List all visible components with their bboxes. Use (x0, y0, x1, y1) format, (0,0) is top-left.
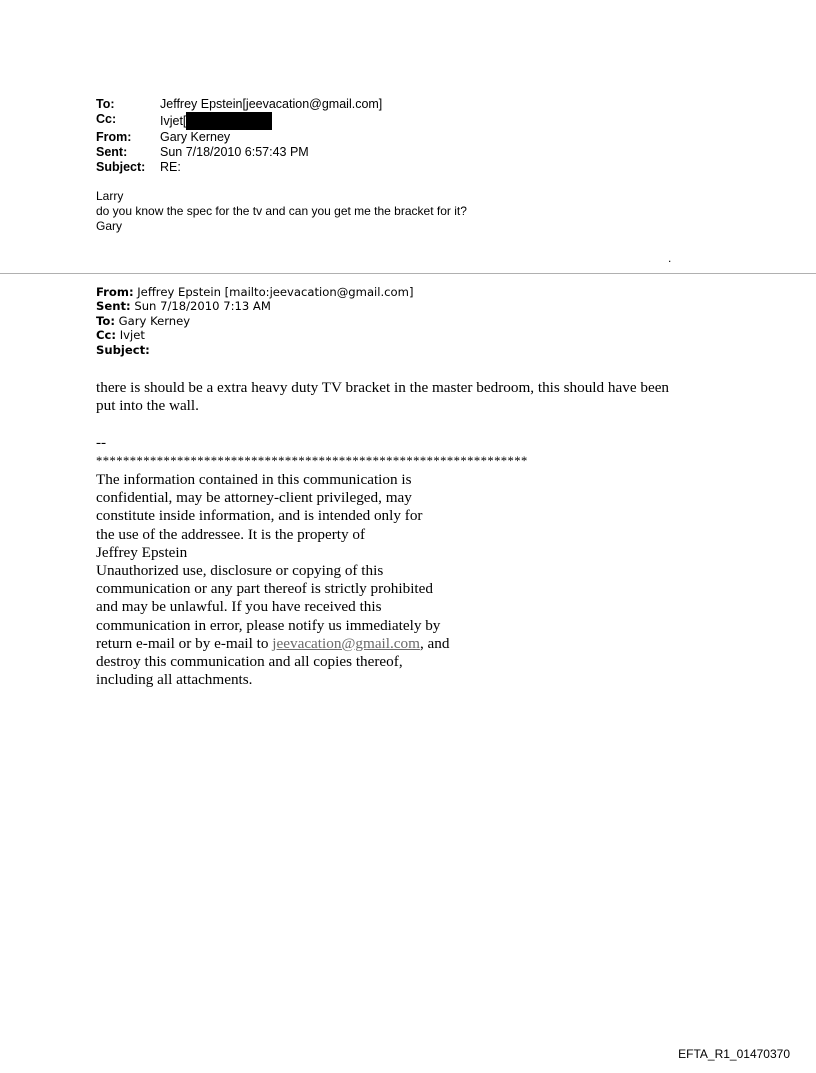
document-id: EFTA_R1_01470370 (678, 1047, 790, 1061)
reply-body-line: Gary (96, 219, 123, 233)
orig-to-value: Gary Kerney (118, 313, 191, 328)
cc-value: Ivjet[ (160, 114, 187, 128)
original-header (96, 285, 413, 357)
signature-separator: -- (96, 434, 107, 451)
orig-sent-label: Sent: (96, 299, 131, 314)
orig-body-line: there is should be a extra heavy duty TV bracket in the master bedroom, this should have been (96, 379, 670, 396)
to-label: To: (96, 97, 115, 111)
disclaimer-line: The information contained in this communication is (96, 471, 412, 488)
to-value: Jeffrey Epstein[jeevacation@gmail.com] (160, 97, 383, 111)
disclaimer-line: Jeffrey Epstein (96, 543, 188, 561)
sent-value: Sun 7/18/2010 6:57:43 PM (160, 145, 309, 159)
to-row (96, 97, 382, 112)
orig-from-row (96, 285, 413, 299)
cc-label: Cc: (96, 112, 117, 126)
reply-header (96, 97, 382, 175)
original-body (96, 379, 736, 415)
sent-label: Sent: (96, 145, 128, 159)
disclaimer-line: and may be unlawful. If you have received this (96, 598, 382, 616)
orig-cc-value: Ivjet (119, 328, 145, 343)
disclaimer-line: communication in error, please notify us immediately by (96, 616, 441, 634)
link-suffix: , and (419, 634, 450, 652)
cc-value-wrap (160, 112, 272, 130)
disclaimer-line: confidential, may be attorney-client privileged, may (96, 489, 412, 507)
from-value: Gary Kerney (160, 130, 231, 144)
orig-subject-label: Subject: (96, 342, 150, 357)
email-link[interactable]: jeevacation@gmail.com (272, 634, 420, 652)
disclaimer-line: including all attachments. (96, 671, 253, 689)
stray-mark: . (668, 251, 672, 265)
disclaimer-line: Unauthorized use, disclosure or copying of this (96, 562, 384, 580)
orig-cc-row (96, 328, 413, 342)
orig-to-row (96, 314, 413, 328)
divider-line (0, 273, 816, 274)
disclaimer-line: destroy this communication and all copies thereof, (96, 653, 403, 671)
reply-body-line: do you know the spec for the tv and can you get me the bracket for it? (96, 204, 467, 218)
redaction-box (186, 112, 272, 130)
disclaimer-line: constitute inside information, and is intended only for (96, 507, 423, 525)
disclaimer-link-line (96, 635, 449, 653)
orig-to-label: To: (96, 313, 115, 328)
from-label: From: (96, 130, 132, 144)
orig-sent-value: Sun 7/18/2010 7:13 AM (134, 299, 271, 314)
orig-body-line: put into the wall. (96, 397, 199, 415)
signature-stars: **************************************************************** (96, 454, 528, 468)
cc-row (96, 112, 382, 130)
link-prefix: return e-mail or by e-mail to (96, 634, 273, 652)
confidentiality-disclaimer (96, 471, 449, 689)
reply-body-line: Larry (96, 189, 124, 203)
orig-from-value: Jeffrey Epstein [mailto:jeevacation@gmail.com] (137, 285, 414, 299)
orig-subject-row (96, 343, 413, 357)
from-row (96, 130, 382, 145)
subject-label: Subject: (96, 160, 146, 174)
subject-row (96, 160, 382, 175)
reply-body (96, 189, 467, 234)
disclaimer-line: the use of the addressee. It is the property of (96, 525, 366, 543)
orig-from-label: From: (96, 285, 134, 299)
disclaimer-line: communication or any part thereof is strictly prohibited (96, 580, 433, 598)
orig-cc-label: Cc: (96, 328, 117, 343)
sent-row (96, 145, 382, 160)
orig-sent-row (96, 299, 413, 313)
subject-value: RE: (160, 160, 181, 174)
